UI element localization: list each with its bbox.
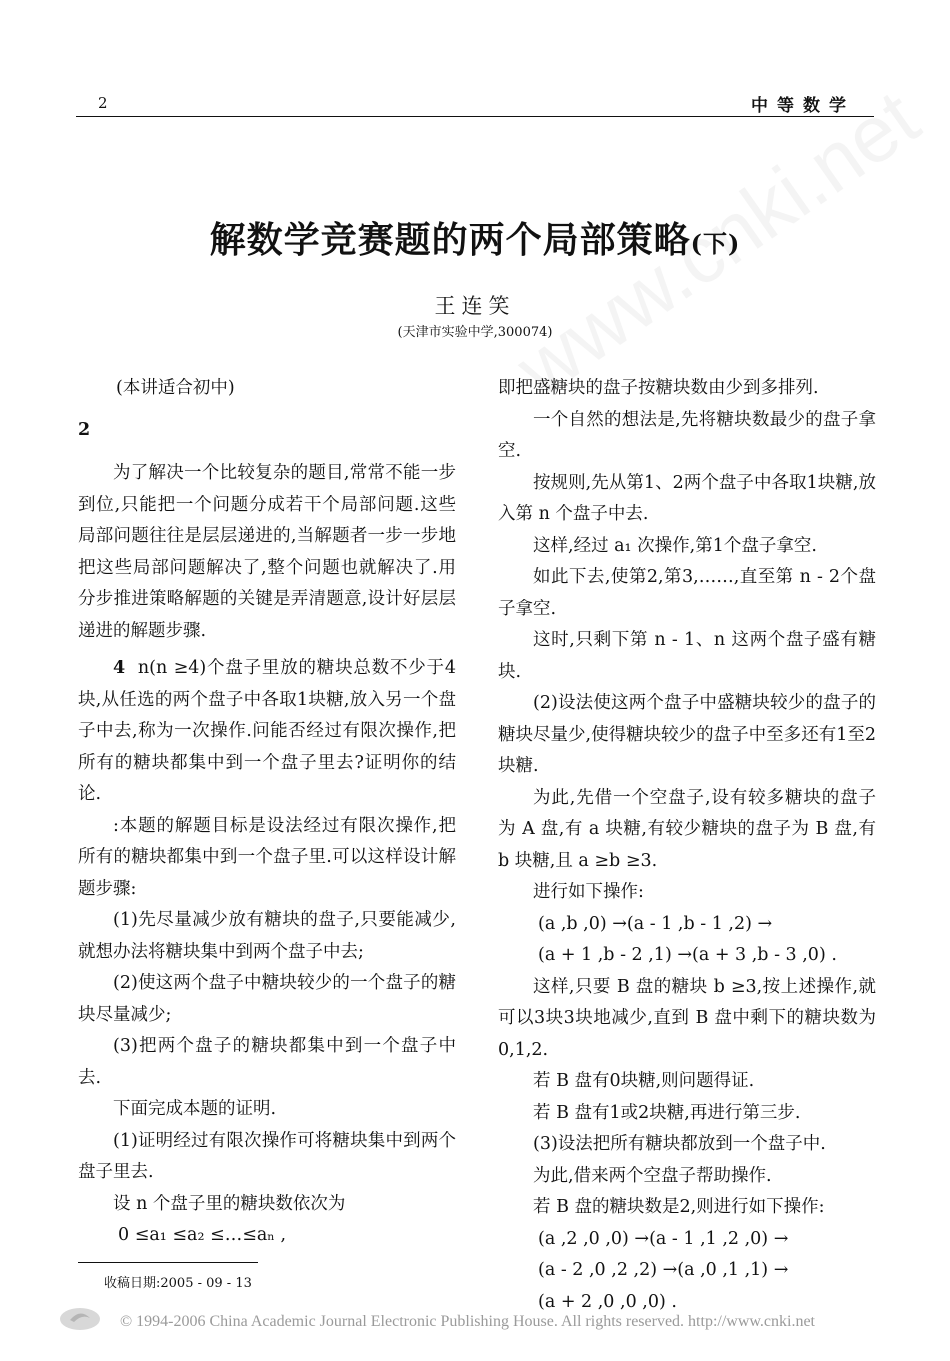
formula-3: (a ,2 ,0 ,0) →(a - 1 ,1 ,2 ,0) →: [538, 1228, 789, 1249]
footnote-rule: [78, 1262, 258, 1263]
analysis-paragraph: :本题的解题目标是设法经过有限次操作,把所有的糖块都集中到一个盘子里.可以这样设计解题步骤:: [78, 815, 456, 899]
step-2: (2)使这两个盘子中糖块较少的一个盘子的糖块尽量减少;: [78, 973, 456, 1025]
para-r9: 进行如下操作:: [533, 882, 644, 902]
para-r5: 如此下去,使第2,第3,……,直至第 n - 2个盘子拿空.: [498, 567, 876, 619]
article-title: [0, 212, 950, 263]
para-r8: 为此,先借一个空盘子,设有较多糖块的盘子为 A 盘,有 a 块糖,有较少糖块的盘子为 B 盘,有 b 块糖,且 a ≥b ≥3.: [498, 787, 876, 871]
para-r12: 若 B 盘有1或2块糖,再进行第三步.: [533, 1102, 801, 1123]
para-r14: 为此,借来两个空盘子帮助操作.: [533, 1165, 772, 1186]
step-1: (1)先尽量减少放有糖块的盘子,只要能减少,就想办法将糖块集中到两个盘子中去;: [78, 910, 456, 962]
para-r11: 若 B 盘有0块糖,则问题得证.: [533, 1071, 755, 1091]
para-r13: (3)设法把所有糖块都放到一个盘子中.: [533, 1134, 826, 1154]
proof-step-1: (1)证明经过有限次操作可将糖块集中到两个盘子里去.: [78, 1130, 456, 1182]
para-r2: 一个自然的想法是,先将糖块数最少的盘子拿空.: [498, 409, 876, 461]
section-heading: 2: [78, 419, 91, 440]
received-date: 收稿日期:2005 - 09 - 13: [104, 1276, 252, 1291]
lecture-note: (本讲适合初中): [116, 378, 235, 398]
para-r15: 若 B 盘的糖块数是2,则进行如下操作:: [533, 1197, 825, 1217]
author: 王连笑: [434, 294, 516, 318]
right-column: [498, 373, 876, 1318]
intro-paragraph: 为了解决一个比较复杂的题目,常常不能一步到位,只能把一个问题分成若干个局部问题.这些局部问题往往是层层递进的,当解题者一步一步地把这些局部问题解决了,整个问题也就解决了.用分步推进策略解题的关键是弄清题意,设计好层层递进的解题步骤.: [78, 463, 456, 641]
order-formula: 0 ≤a₁ ≤a₂ ≤…≤aₙ ,: [118, 1225, 287, 1245]
journal-name: 中等数学: [751, 96, 855, 116]
left-column: [78, 373, 456, 1252]
proof-intro: 下面完成本题的证明.: [113, 1099, 277, 1119]
para-r3: 按规则,先从第1、2两个盘子中各取1块糖,放入第 n 个盘子中去.: [498, 472, 876, 524]
example-number: 4: [113, 658, 126, 678]
copyright-footer: © 1994-2006 China Academic Journal Electronic Publishing House. All rights reserved. http://www.cnki.net: [120, 1313, 815, 1330]
example-text: n(n ≥4)个盘子里放的糖块总数不少于4块,从任选的两个盘子中各取1块糖,放入另一个盘子中去,称为一次操作.问能否经过有限次操作,把所有的糖块都集中到一个盘子里去?证明你的结论.: [78, 658, 456, 804]
para-r4: 这样,经过 a₁ 次操作,第1个盘子拿空.: [533, 535, 817, 556]
affiliation: (天津市实验中学,300074): [397, 325, 553, 340]
example-4: [78, 653, 456, 811]
cnki-logo-icon: [58, 1306, 102, 1332]
para-r6: 这时,只剩下第 n - 1、n 这两个盘子盛有糖块.: [498, 630, 876, 682]
formula-1: (a ,b ,0) →(a - 1 ,b - 1 ,2) →: [538, 913, 773, 934]
let-statement: 设 n 个盘子里的糖块数依次为: [113, 1193, 346, 1214]
para-r1: 即把盛糖块的盘子按糖块数由少到多排列.: [498, 378, 819, 398]
formula-4: (a - 2 ,0 ,2 ,2) →(a ,0 ,1 ,1) →: [538, 1260, 789, 1280]
step-3: (3)把两个盘子的糖块都集中到一个盘子中去.: [78, 1036, 456, 1088]
formula-2: (a + 1 ,b - 2 ,1) →(a + 3 ,b - 3 ,0) .: [538, 945, 837, 965]
header-rule: [76, 116, 874, 117]
para-r7: (2)设法使这两个盘子中盛糖块较少的盘子的糖块尽量少,使得糖块较少的盘子中至多还有1至2块糖.: [498, 693, 876, 776]
title-suffix: (下): [690, 229, 741, 258]
page-number: 2: [98, 94, 108, 112]
formula-5: (a + 2 ,0 ,0 ,0) .: [538, 1291, 677, 1312]
title-main: 解数学竞赛题的两个局部策略: [209, 219, 691, 261]
para-r10: 这样,只要 B 盘的糖块 b ≥3,按上述操作,就可以3块3块地减少,直到 B 盘中剩下的糖块数为0,1,2.: [498, 976, 876, 1060]
